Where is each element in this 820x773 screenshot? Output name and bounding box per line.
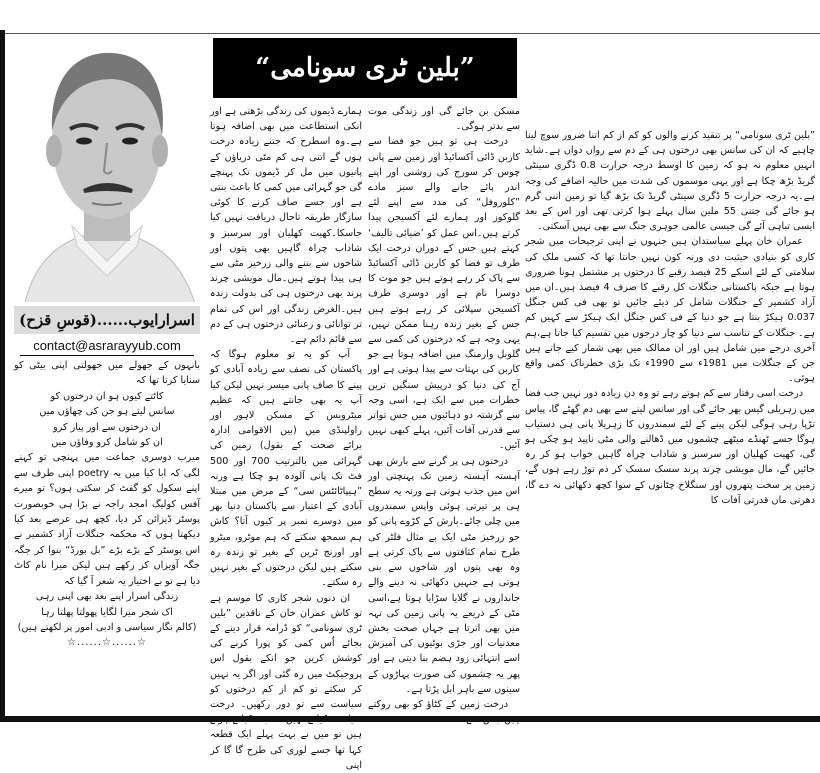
paragraph: عمران خان پہلے سیاستدان ہیں جنہوں نے اپنی ترجیحات میں شجر کاری کو بنیادی حیثیت دی ورنہ کون نہیں جانتا تھا کہ کسی ملک کی سلامتی کے لئے اسکے 25 فیصد رقبے کا درختوں پر مشتمل ہونا ضروری ہوتا ہے جبکہ پاکستانی جنگلات کل رقبے کا صرف 4 فیصد ہیں۔ان میں آزاد کشمیر کے جنگلات شامل کر دیئے جائیں تو بھی فی کس جنگل 0.037 ہیکڑ بنتا ہے جو دنیا کے فی کس جنگل ایک ہیکڑ سے کہیں کم ہے۔ جنگلات کے تناسب سے دنیا کو چار درجوں میں تقسیم کیا جاتا ہے،ہم آخری درجے میں شامل ہیں اور ان ممالک میں بھی شمار کیے جاتے ہیں جن کے جنگلات میں 1981ء سے 1990ء تک بڑی خطرناک کمی واقع ہوئی۔ <box>525 236 815 385</box>
verse-line: اک شجر میرا لگایا پھولتا پھلتا رہا <box>41 606 173 618</box>
verse-line: ان درختوں سے اور پیار کرو <box>53 421 161 433</box>
article-column-left <box>210 104 362 773</box>
author-sidebar <box>6 34 206 651</box>
article-title: ”بلین ٹری سونامی“ <box>213 38 517 98</box>
article-column-middle <box>368 104 520 727</box>
paragraph: ”بلین ٹری سونامی“ پر تنقید کرنے والوں کو کم از کم اتنا ضرور سوچ لینا چاہیے کہ ان کی سانس بھی درختوں ہی کے دم سے رواں دواں ہے۔شاید انہیں معلوم نہ ہو کہ زمین کا اوسط درجہ حرارت 0.8 ڈگری سینٹی گریڈ بڑھ چکا ہے اور یہی موسموں کی شدت میں حالیہ اضافے کی وجہ ہے۔یہ درجہ حرارت 5 ڈگری سینٹی گریڈ تک بڑھ گیا تو زمین اتنی گرم ہو جائے گی جتنی 55 ملین سال پہلے ہوا کرتی تھی اور اس کے بعد ایسی تباہی آئے گی جیسی عالمی جوہری جنگ سے بھی نہیں آسکتی۔ <box>525 130 815 233</box>
author-byline: اسرارایوب......(قوسِ قزح) <box>14 306 200 334</box>
article-column-right <box>525 128 815 508</box>
paragraph: درخت زمین کے کٹاؤ کو بھی روکتے ہیں جس سے <box>368 698 520 726</box>
paragraph: درخت ہی تو ہیں جو فضا سے کاربن ڈائی آکسائیڈ اور زمین سے پانی چوس کر سورج کی روشنی اور اپنے اندر پائے جانے والے سبز مادے ”کلوروفل“ کی مدد سے اپنے لئے گلوکوز اور ہمارے لئے آکسیجن پیدا کرتے ہیں۔اس عمل کو ’ضیائی تالیف‘ کہتے ہیں جس کے دوران درخت ایک طرف تو فضا کو کاربن ڈائی آکسائیڈ سے پاک کر رہے ہوتے ہیں جو موت کا دوسرا نام ہے اور دوسری طرف آکسیجن سپلائی کر رہے ہوتے ہیں جس کے بغیر زندہ رہنا ممکن نہیں، یہی وجہ ہے کہ درختوں کی کمی سے گلوبل وارمنگ میں اضافہ ہوتا ہے جو کاربن کی بہتات سے پیدا ہوتی ہے اور آج کی دنیا کو درپیش سنگین ترین خطرات میں سے ایک ہے، اسی وجہ سے گزشتہ دو دہائیوں میں جس تواتر سے قدرتی آفات آئیں، پہلے کبھی نہیں آئیں۔ <box>368 136 520 452</box>
sidebar-intro: بانہوں کے جھولے میں جھولتی اپنی بیٹی کو سنایا کرتا تھا کہ <box>14 360 200 387</box>
verse-line: کاٹتے کیوں ہو ان درختوں کو <box>50 390 164 402</box>
verse-line: ان کو شامل کرو وفاؤں میں <box>51 437 163 449</box>
email-divider <box>20 355 194 356</box>
paragraph: درختوں ہی پر گرنے سے بارش بھی آہستہ آہستہ زمین تک پہنچتی اور اس میں جذب ہوتی ہے ورنہ یہ سطح ہی پر تیرتی ہوئی واپس سمندروں میں چلی جائے۔بارش کے کڑوے پانی کو جو زرخیز مٹی ایک بے مثال فلٹر کی طرح تمام کثافتوں سے پاک کرتی ہے وہ بھی پتوں اور شاخوں سے بنی ہوتی ہے جنہیں دکھائی نہ دینے والے جانداروں نے گلایا سڑایا ہوتا ہے،اسی مٹی کے ذریعے یہ پانی زمین کی تہہ میں بھی اترتا ہے جہاں صحت بخش معدنیات اور جڑی بوٹیوں کی آمیزش اسے انتہائی زود ہضم بنا دیتی ہے اور پھر یہ چشموں کی صورت پہاڑوں کے سینوں سے باہر ابل پڑتا ہے۔ <box>368 455 520 695</box>
contact-email[interactable]: contact@asrarayyub.com <box>33 338 181 353</box>
paragraph: مسکن بن جائے گی اور زندگی موت سے بدتر ہوگی۔ <box>368 106 520 133</box>
page-left-border <box>0 30 5 722</box>
paragraph: آپ کو یہ تو معلوم ہوگا کہ پاکستان کی نصف سے زیادہ آبادی کو پینے کا صاف پانی میسر نہیں لیکن کیا آپ یہ بھی جانتے ہیں کہ عظیم میٹروبس کے مسکن لاہور اور راولپنڈی میں (بین الاقوامی ادارہ برائے صحت کے بقول) زمین کی گہرائی میں بالترتیب 700 اور 500 فٹ تک پانی آلودہ ہو چکا ہے ورنہ ”ہیپاٹائٹس سی“ کے مرض میں مبتلا آبادی کے اعتبار سے پاکستان دنیا بھر میں دوسرے نمبر پر کیوں آتا؟ کاش ہم سمجھ سکتے کہ ہم موٹرو، میٹرو اور اورنج ٹرین کے بغیر تو زندہ رہ سکتے ہیں لیکن درختوں کے بغیر نہیں رہ سکتے۔ <box>210 349 362 589</box>
paragraph: درخت اسی رفتار سے کم ہوتے رہے تو وہ دن زیادہ دور نہیں جب فضا میں زہریلی گیس بھر جائے گی اور سانس لینے سے بھی دم گھٹے گا، پیاس تڑپا رہی ہوگی لیکن پینے کے لئے سمندروں کا زہریلا پانی ہی دستیاب ہوگا جسے ٹھنڈے میٹھے چشموں میں ڈھالنے والی مٹی ناپید ہو چکی ہو گی، کھیت کھلیان اور سرسبز و شاداب چراہ گاہیں خواب ہو کر رہ جائیں گے، مال مویشی چرند پرند سسک سسک کر دم توڑ رہے ہوں گے، زمین پر سخت پتھروں اور سنگلاخ چٹانوں کے سوا کچھ دکھائی نہ دے گا، دھرتی ماں قدرتی آفات کا <box>525 388 815 506</box>
verse-line: زندگی اسرار اپنے بعد بھی اپنی رہی <box>35 591 179 603</box>
stars-divider: ☆......☆......☆ <box>66 637 148 649</box>
paragraph: ہمارے ڈیموں کی زندگی بڑھتی ہے اور انکی استطاعت میں بھی اضافہ ہوتا ہے۔وہ اسطرح کہ جتنے زیادہ درخت ہوں گے اتنی ہی کم مٹی دریاؤں کے پانیوں میں مل کر ڈیموں تک پہنچے گی جو گہرائی میں کمی کا باعث بنتی ہے اور جسے صاف کرنے کا کوئی سازگار طریقہ تاحال دریافت نہیں کیا جاسکا۔کھیت کھلیان اور سرسبز و شاداب چراہ گاہیں بھی پتوں اور شاخوں سے بننے والی زرخیز مٹی سے ہی پیدا ہوتے ہیں۔مال مویشی چرند پرند بھی درختوں ہی کی بدولت زندہ ہیں۔الغرض زندگی اور اس کی تمام تر توانائی و رعنائی درختوں ہی کے دم سے قائم دائم ہے۔ <box>210 106 362 346</box>
author-photo <box>12 40 202 302</box>
sidebar-body: میرب دوسری جماعت میں پہنچی تو کہنے لگی کہ ابا کیا میں یہ poetry اپنی طرف سے اپنے سکول کو گفٹ کر سکتی ہوں؟ تو میرے آفس کولیگ امجد راجہ نے بڑا ہی خوبصورت پوسٹر ڈیزائن کر دیا، کچھ ہی عرصے بعد کیا دیکھتا ہوں کہ محکمہ جنگلات آزاد کشمیر نے اس پوسٹر کے بڑے بڑے ”بل بورڈ“ بنوا کر جگہ جگہ آویزاں کر رکھے ہیں لیکن میرا نام کاٹ دیا ہے تو بے اختیار یہ شعر آ گیا کہ <box>14 452 200 587</box>
sidebar-article-text <box>14 358 200 651</box>
columnist-note: (کالم نگار سیاسی و ادبی امور پر لکھتے ہیں) <box>17 621 197 633</box>
paragraph: ان دنوں شجر کاری کا موسم ہے تو کاش عمران خان کے ناقدین ”بلین ٹری سونامی“ کو ڈرامہ قرار دینے کے بجائے اُس کمی کو پورا کرنے کی کوشش کریں جو انکے بقول اس پروجیکٹ میں رہ گئی اور اگر یہ نہیں کر سکتے تو کم از کم درختوں کو سیاست سے تو دور رکھیں۔ درخت سیاست کیلئے نہیں، محبت کیلئے ہوتے ہیں تو میں نے بہت پہلے ایک قطعہ کہا تھا جسے لوری کی طرح گا گا کر اپنی <box>210 592 362 771</box>
verse-line: سانس لیتے ہو جن کی چھاؤں میں <box>39 406 175 418</box>
